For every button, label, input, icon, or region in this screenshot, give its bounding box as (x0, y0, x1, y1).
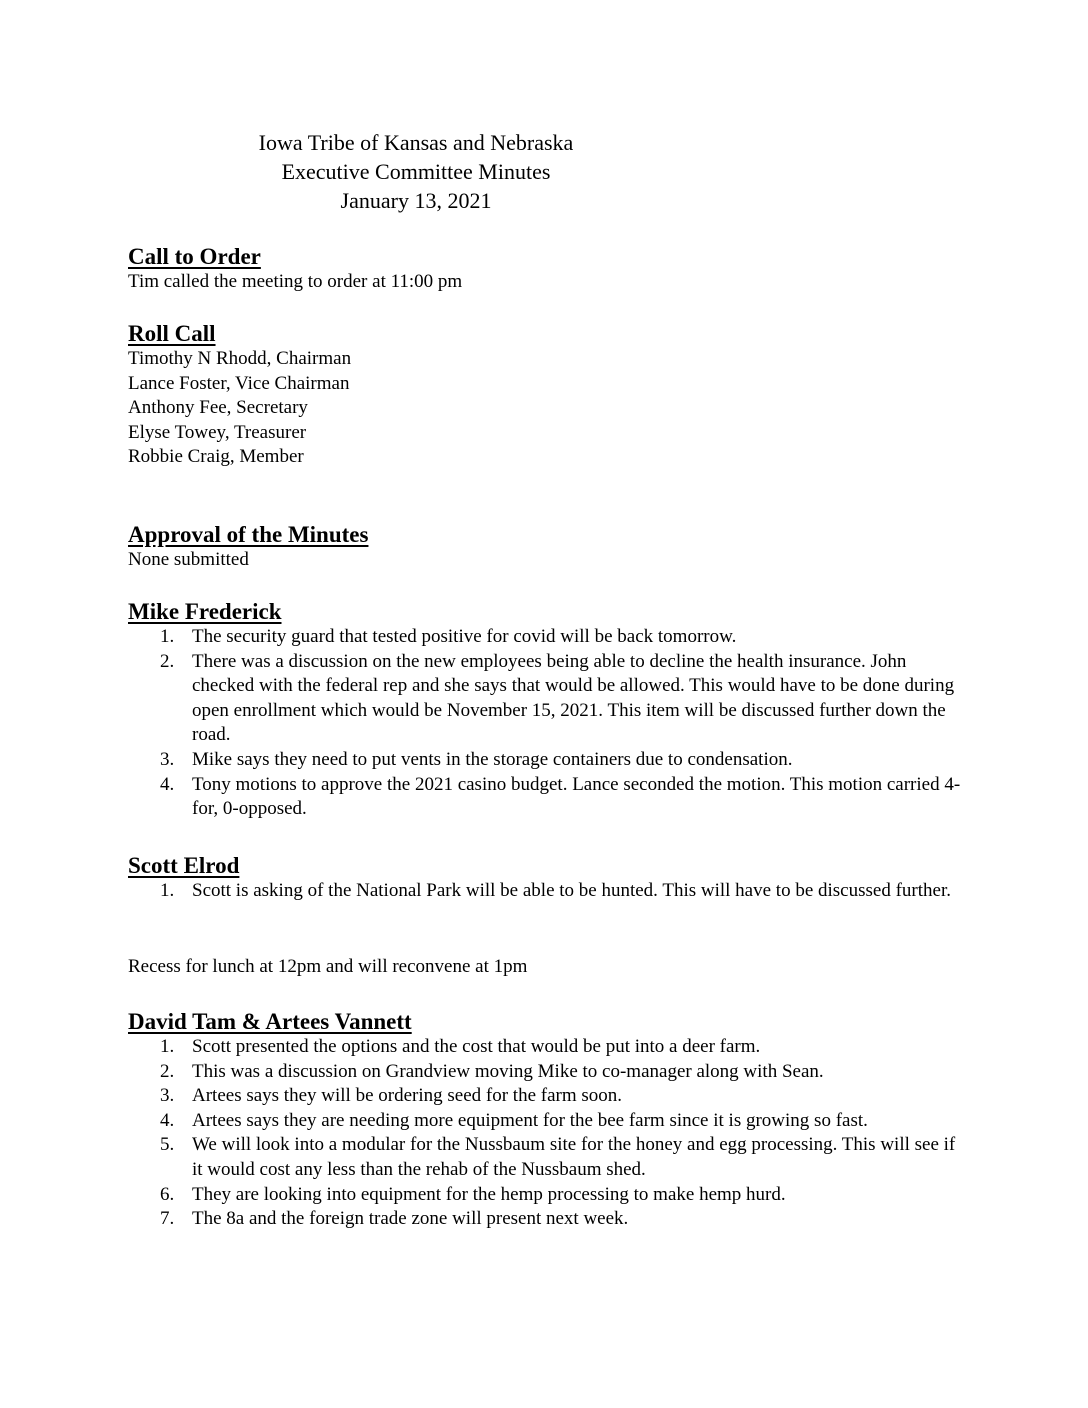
meeting-date: January 13, 2021 (340, 188, 492, 213)
item-number: 7. (160, 1208, 175, 1230)
item-number: 1. (160, 1036, 175, 1057)
item-number: 1. (160, 880, 175, 901)
list-item (128, 1133, 968, 1182)
item-text: Scott presented the options and the cost that would be put into a deer farm. (192, 1036, 761, 1057)
item-text: We will look into a modular for the Nussbaum site for the honey and egg processing. This will see if it would cost any less than the rehab of the Nussbaum shed. (192, 1134, 956, 1180)
roll-call-member: Robbie Craig, Member (128, 446, 304, 468)
item-text: Tony motions to approve the 2021 casino budget. Lance seconded the motion. This motion carried 4-for, 0-opposed. (192, 773, 961, 820)
item-number: 6. (160, 1183, 175, 1205)
list-item (128, 773, 968, 822)
mike-frederick-items (128, 625, 968, 822)
item-text: Mike says they need to put vents in the storage containers due to condensation. (192, 748, 793, 770)
section-heading: Call to Order (128, 244, 261, 269)
item-text: Scott is asking of the National Park will be able to be hunted. This will have to be discussed further. (192, 880, 951, 901)
item-number: 1. (160, 626, 175, 647)
section-mike-frederick (128, 599, 968, 822)
item-number: 5. (160, 1134, 175, 1156)
item-text: This was a discussion on Grandview moving Mike to co-manager along with Sean. (192, 1060, 824, 1082)
roll-call-list (128, 347, 968, 470)
section-heading: Scott Elrod (128, 853, 240, 878)
item-number: 3. (160, 748, 175, 770)
section-scott-elrod (128, 853, 968, 904)
call-to-order-text: Tim called the meeting to order at 11:00 pm (128, 271, 463, 292)
list-item (128, 879, 968, 904)
section-heading: David Tam & Artees Vannett (128, 1009, 412, 1034)
section-heading: Mike Frederick (128, 599, 282, 624)
section-call-to-order (128, 244, 968, 295)
roll-call-member: Elyse Towey, Treasurer (128, 421, 307, 443)
list-item (128, 1035, 968, 1060)
document-header (0, 128, 960, 215)
organization-name: Iowa Tribe of Kansas and Nebraska (258, 130, 574, 155)
item-text: Artees says they are needing more equipment for the bee farm since it is growing so fast. (192, 1109, 868, 1131)
list-item (128, 1060, 968, 1085)
item-text: They are looking into equipment for the hemp processing to make hemp hurd. (192, 1183, 786, 1205)
approval-text: None submitted (128, 549, 249, 570)
item-number: 3. (160, 1085, 175, 1107)
section-heading: Approval of the Minutes (128, 522, 369, 547)
item-text: The 8a and the foreign trade zone will present next week. (192, 1208, 629, 1230)
scott-elrod-items (128, 879, 968, 904)
recess-note: Recess for lunch at 12pm and will reconvene at 1pm (128, 956, 528, 977)
david-artees-items (128, 1035, 968, 1232)
list-item (128, 1109, 968, 1134)
list-item (128, 1183, 968, 1208)
roll-call-member: Timothy N Rhodd, Chairman (128, 348, 352, 369)
roll-call-member: Anthony Fee, Secretary (128, 397, 308, 419)
section-david-tam-artees-vannett (128, 1009, 968, 1232)
list-item (128, 748, 968, 773)
section-roll-call (128, 321, 968, 470)
item-text: Artees says they will be ordering seed for the farm soon. (192, 1085, 623, 1107)
list-item (128, 625, 968, 650)
item-number: 4. (160, 1109, 175, 1131)
list-item (128, 1084, 968, 1109)
item-text: There was a discussion on the new employees being able to decline the health insurance. John checked with the federal rep and she says that would be allowed. This would have to be done during open enrollment which would be November 15, 2021. This item will be discussed further down the road. (192, 650, 955, 746)
roll-call-member: Lance Foster, Vice Chairman (128, 372, 350, 394)
list-item (128, 1207, 968, 1232)
list-item (128, 650, 968, 748)
item-number: 2. (160, 650, 175, 672)
section-heading: Roll Call (128, 321, 216, 346)
item-text: The security guard that tested positive for covid will be back tomorrow. (192, 626, 737, 647)
document-title: Executive Committee Minutes (281, 159, 551, 184)
item-number: 2. (160, 1060, 175, 1082)
item-number: 4. (160, 773, 175, 795)
section-approval-of-minutes (128, 522, 968, 573)
